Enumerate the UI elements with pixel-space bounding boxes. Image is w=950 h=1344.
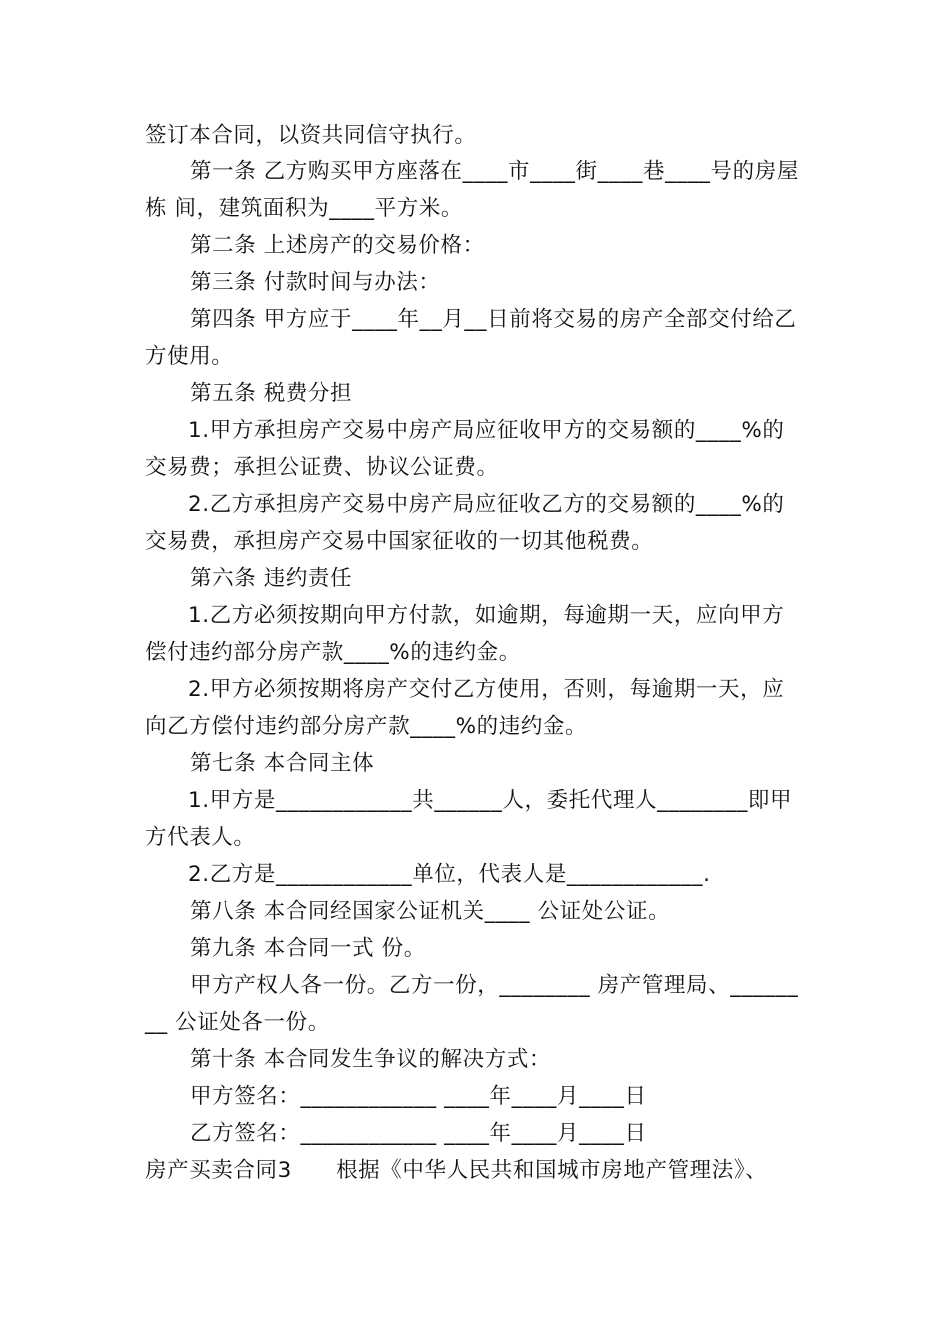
text-line: 栋 间，建筑面积为____平方米。: [145, 196, 464, 221]
list-item: 1.乙方必须按期向甲方付款，如逾期，每逾期一天，应向甲方: [188, 603, 785, 628]
text-line: 交易费，承担房产交易中国家征收的一切其他税费。: [145, 529, 654, 554]
text-line: 偿付违约部分房产款____%的违约金。: [145, 640, 521, 665]
party-b-signature-line: 乙方签名：____________ ____年____月____日: [190, 1121, 647, 1146]
clause-5: 第五条 税费分担: [190, 381, 353, 406]
text-line: 房产买卖合同3 根据《中华人民共和国城市房地产管理法》、: [145, 1158, 768, 1183]
text-line: 签订本合同，以资共同信守执行。: [145, 123, 477, 148]
clause-4: 第四条 甲方应于____年__月__日前将交易的房产全部交付给乙: [190, 307, 797, 332]
list-item: 1.甲方是____________共______人，委托代理人________即甲: [188, 788, 793, 813]
list-item: 2.甲方必须按期将房产交付乙方使用，否则，每逾期一天，应: [188, 677, 785, 702]
text-line: 方代表人。: [145, 825, 256, 850]
clause-8: 第八条 本合同经国家公证机关____ 公证处公证。: [190, 899, 671, 924]
list-item: 1.甲方承担房产交易中房产局应征收甲方的交易额的____%的: [188, 418, 785, 443]
clause-9: 第九条 本合同一式 份。: [190, 936, 426, 961]
clause-3: 第三条 付款时间与办法：: [190, 270, 441, 295]
clause-10: 第十条 本合同发生争议的解决方式：: [190, 1047, 552, 1072]
clause-7: 第七条 本合同主体: [190, 751, 375, 776]
clause-6: 第六条 违约责任: [190, 566, 353, 591]
text-line: 交易费；承担公证费、协议公证费。: [145, 455, 499, 480]
party-a-signature-line: 甲方签名：____________ ____年____月____日: [190, 1084, 647, 1109]
text-line: __ 公证处各一份。: [145, 1010, 330, 1035]
clause-2: 第二条 上述房产的交易价格：: [190, 233, 485, 258]
list-item: 2.乙方是____________单位，代表人是____________.: [188, 862, 711, 887]
list-item: 2.乙方承担房产交易中房产局应征收乙方的交易额的____%的: [188, 492, 785, 517]
text-line: 向乙方偿付违约部分房产款____%的违约金。: [145, 714, 588, 739]
text-line: 甲方产权人各一份。乙方一份，________ 房产管理局、______: [190, 973, 799, 998]
clause-1: 第一条 乙方购买甲方座落在____市____街____巷____号的房屋: [190, 159, 799, 184]
text-line: 方使用。: [145, 344, 234, 369]
